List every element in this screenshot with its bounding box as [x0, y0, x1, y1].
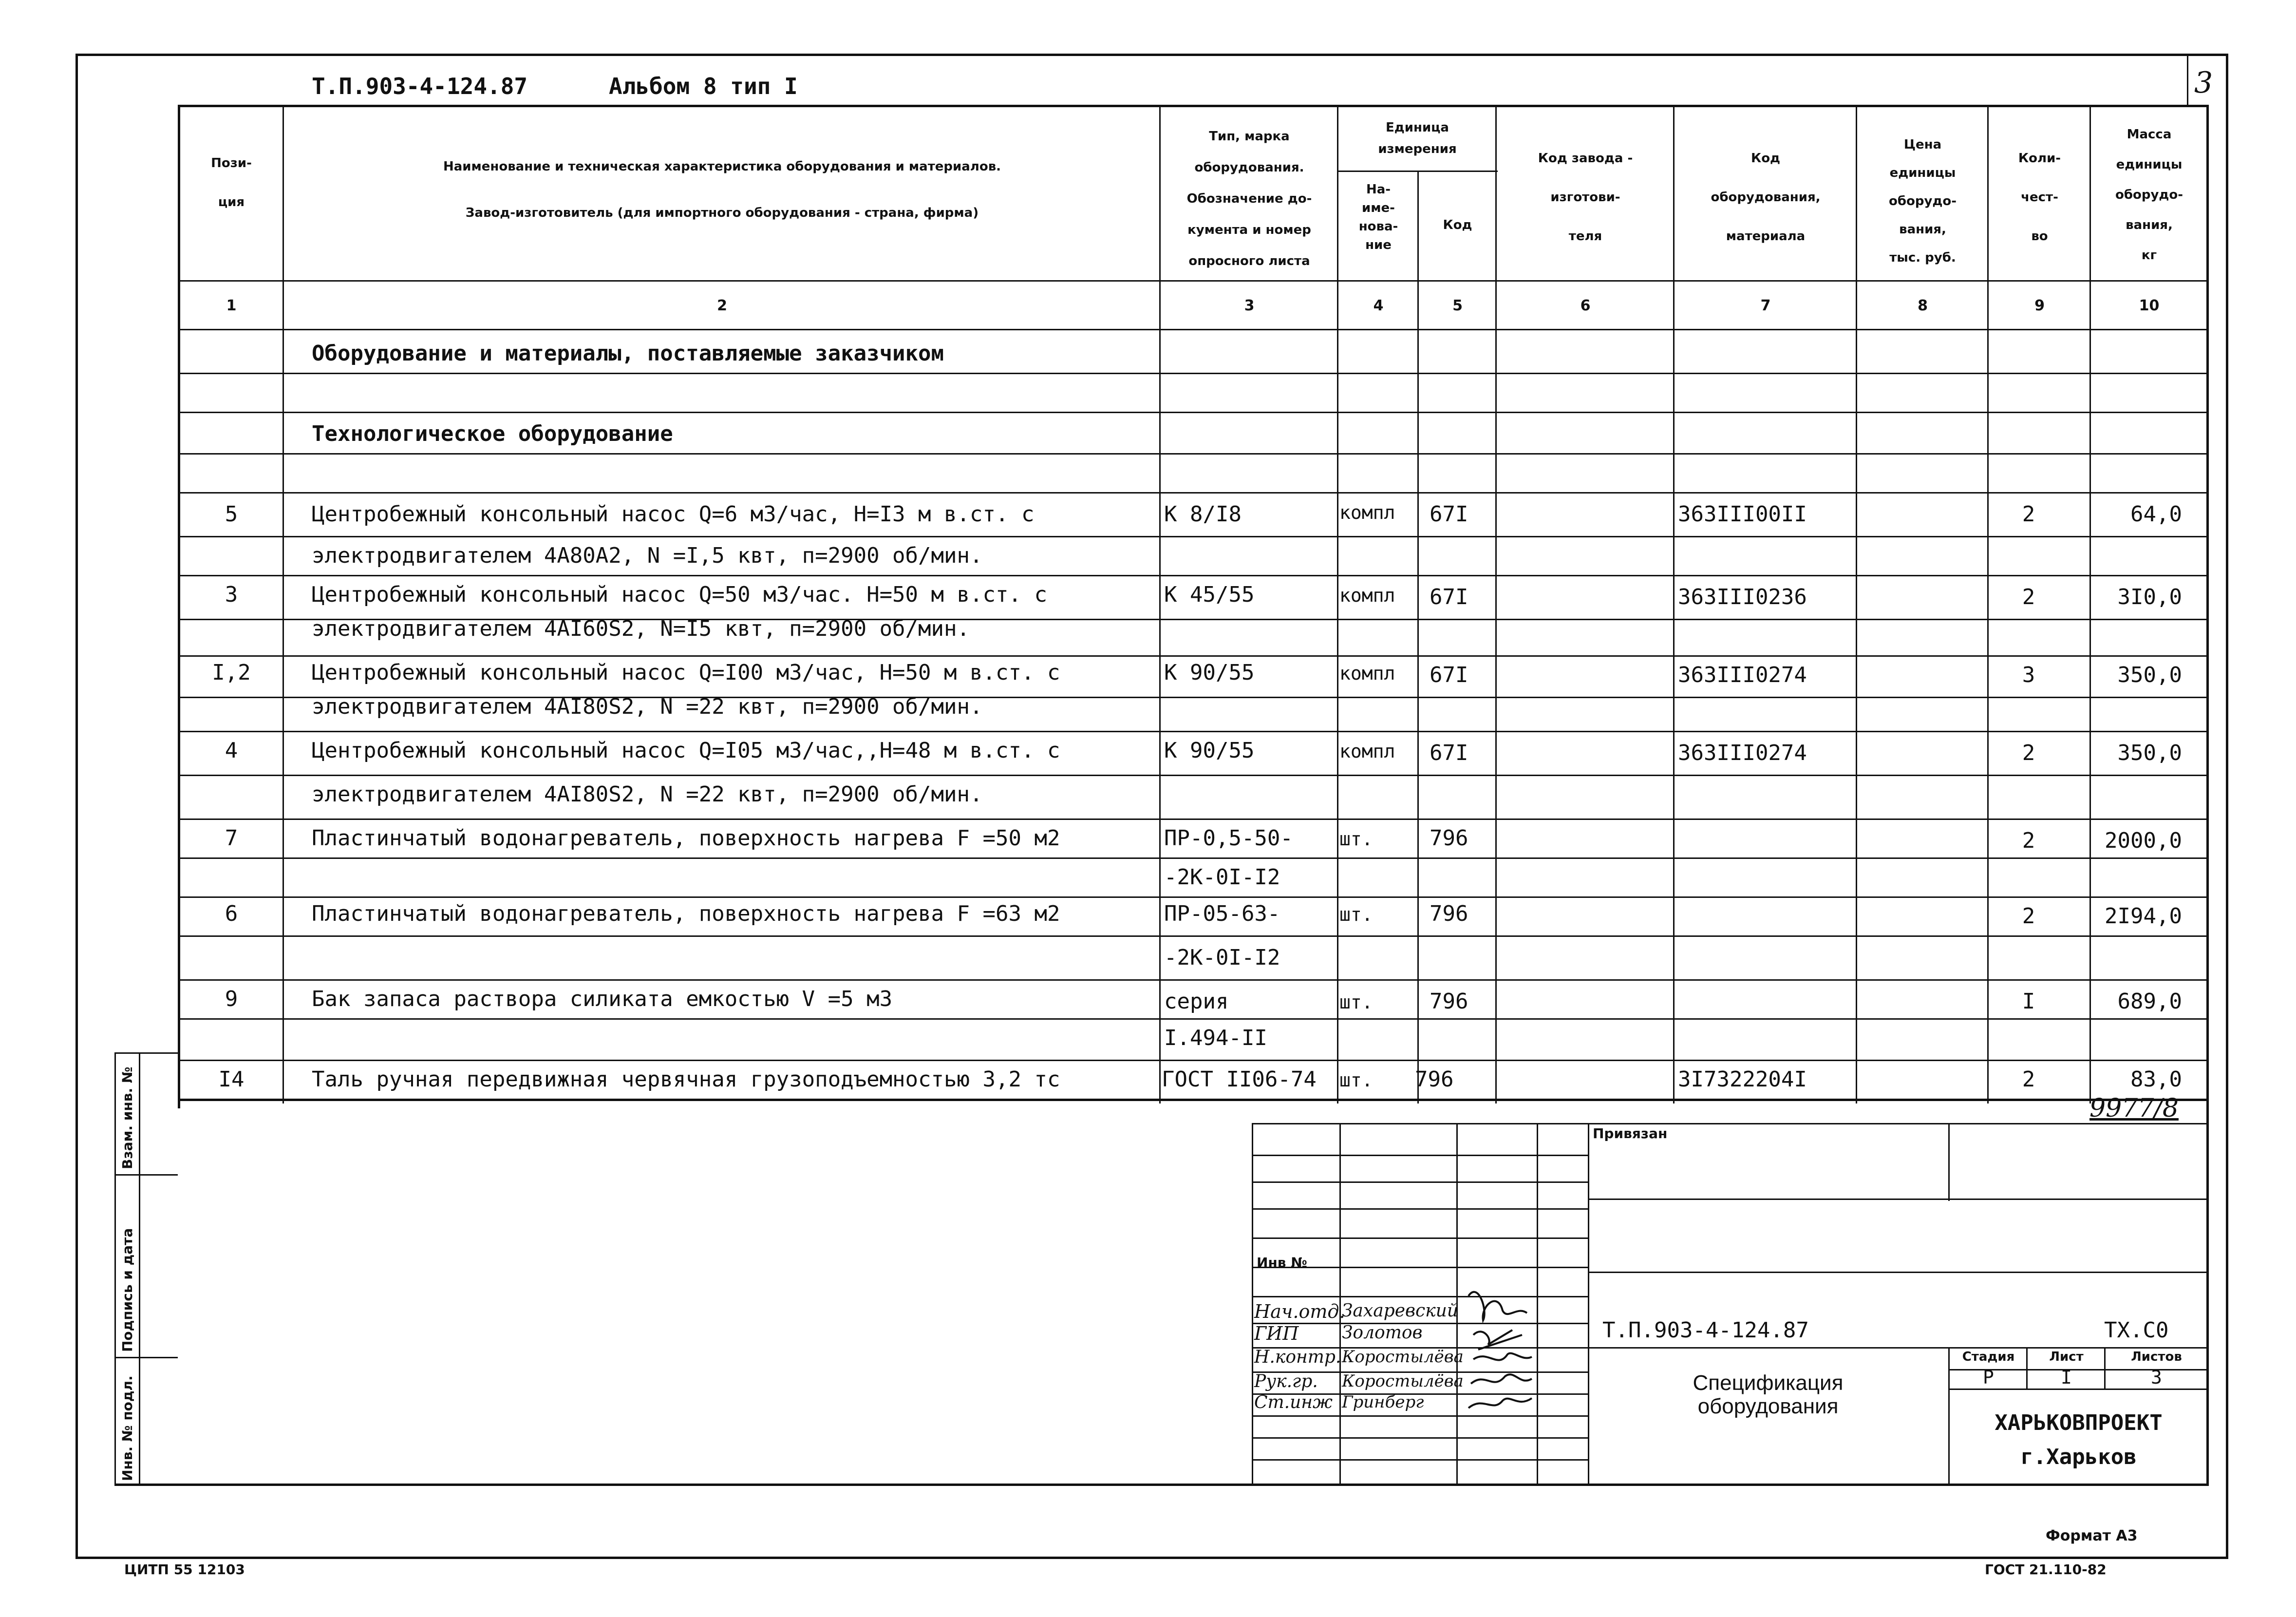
tb-stage-left — [1948, 1347, 1950, 1484]
row-equip-code: 363III0274 — [1678, 663, 1807, 687]
row-line — [178, 575, 2209, 576]
row-mass: 83,0 — [2130, 1067, 2182, 1092]
row-line — [178, 453, 2209, 455]
signatures — [1459, 1276, 1537, 1418]
row-qty: 2 — [2022, 502, 2035, 527]
col-header-price: Цена единицы оборудо- вания, тыс. руб. — [1888, 137, 1957, 265]
row-line — [178, 655, 2209, 657]
row-name: Пластинчатый водонагреватель, поверхность нагрева F =63 м2 — [312, 901, 1060, 926]
col-line-6 — [1673, 105, 1675, 1103]
row-line — [178, 731, 2209, 732]
col-header-name-1: Наименование и техническая характеристика оборудования и материалов. — [443, 159, 1001, 174]
album-label: Альбом 8 тип I — [609, 73, 798, 99]
row-name: Бак запаса раствора силиката емкостью V =5 м3 — [312, 987, 893, 1011]
col-number: 4 — [1373, 297, 1384, 314]
tb-doc-code: Т.П.903-4-124.87 — [1602, 1318, 1809, 1343]
tb-sheet-label: Лист — [2049, 1350, 2084, 1364]
tb-sheets-label: Листов — [2131, 1350, 2182, 1364]
row-mass: 2000,0 — [2105, 828, 2182, 853]
tb-row — [1252, 1181, 1588, 1183]
row-line — [178, 857, 2209, 859]
frame-top — [75, 54, 2228, 56]
tb-row — [1252, 1437, 1588, 1439]
col-line-4 — [1417, 171, 1419, 1103]
frame-left — [75, 54, 78, 1559]
row-type: К 8/I8 — [1164, 502, 1242, 527]
side-inv-original: Инв. № подл. — [119, 1375, 135, 1481]
row-name: Центробежный консольный насос Q=I00 м3/час, Н=50 м в.ст. с — [312, 660, 1060, 685]
tb-row — [1252, 1415, 1588, 1417]
tb-role: Н.контр. — [1254, 1347, 1341, 1367]
col-number: 7 — [1760, 297, 1771, 314]
row-equip-code: 363III0274 — [1678, 741, 1807, 765]
row-name-cont: электродвигателем 4АI60S2, N=I5 квт, п=2900 об/мин. — [312, 616, 970, 641]
row-mass: 350,0 — [2117, 663, 2182, 687]
col-line-2 — [1159, 105, 1161, 1103]
side-stamp-line — [114, 1357, 178, 1358]
tb-stage-label: Стадия — [1962, 1350, 2015, 1364]
tb-org: ХАРЬКОВПРОЕКТ — [1995, 1410, 2163, 1435]
row-line — [178, 979, 2209, 981]
col-line-1 — [282, 105, 284, 1103]
row-position: 9 — [225, 987, 238, 1011]
tb-col — [1588, 1123, 1589, 1484]
tb-row — [1252, 1459, 1588, 1461]
table-bottom — [178, 1099, 2209, 1101]
col-line-7 — [1856, 105, 1857, 1103]
tb-name: Захаревский — [1342, 1301, 1458, 1321]
tb-inv-no-label: Инв № — [1257, 1255, 1307, 1271]
row-position: 6 — [225, 901, 238, 926]
col-line-5 — [1495, 105, 1497, 1103]
row-unit: компл — [1339, 585, 1395, 606]
inner-bottom — [114, 1484, 2209, 1486]
row-qty: I — [2022, 989, 2035, 1014]
tb-row — [1252, 1237, 1588, 1239]
row-position: 4 — [225, 738, 238, 763]
row-name-cont: электродвигателем 4АI80S2, N =22 квт, п=2900 об/мин. — [312, 694, 983, 719]
row-unit-code: 796 — [1430, 901, 1468, 926]
col-header-position: Пози- ция — [211, 156, 252, 209]
col-header-unit-code: Код — [1443, 218, 1472, 232]
row-unit-code: 796 — [1415, 1067, 1454, 1092]
row-unit: компл — [1339, 663, 1395, 684]
tb-stage-col — [2104, 1347, 2106, 1389]
numbers-bottom — [178, 329, 2209, 330]
col-header-plant-code: Код завода - изготови- теля — [1538, 151, 1633, 244]
tb-stage-col — [2026, 1347, 2028, 1389]
col-header-type: Тип, марка оборудования. Обозначение до- кумента и номер опросного листа — [1186, 129, 1312, 268]
tb-row — [1252, 1296, 1588, 1297]
tb-city: г.Харьков — [2020, 1445, 2137, 1469]
row-unit: компл — [1339, 502, 1395, 523]
section-customer-supplied: Оборудование и материалы, поставляемые заказчиком — [312, 341, 944, 366]
tb-attached-label: Привязан — [1593, 1125, 1668, 1141]
col-header-unit: Единица измерения — [1378, 120, 1457, 156]
col-header-qty: Коли- чест- во — [2018, 151, 2061, 244]
row-qty: 2 — [2022, 585, 2035, 609]
inner-right — [2206, 105, 2209, 1486]
side-sign-date: Подпись и дата — [119, 1228, 135, 1352]
tb-top — [1252, 1123, 2209, 1124]
frame-bottom — [75, 1557, 2228, 1559]
tb-stage-bottom — [1948, 1389, 2209, 1390]
row-unit-code: 796 — [1430, 989, 1468, 1014]
row-type: серия — [1164, 989, 1229, 1014]
row-equip-code: 363III0236 — [1678, 585, 1807, 609]
row-equip-code: 363III00II — [1678, 502, 1807, 527]
tb-left — [1252, 1123, 1253, 1484]
row-line — [178, 1018, 2209, 1020]
row-qty: 2 — [2022, 1067, 2035, 1092]
tb-sheet: I — [2061, 1367, 2072, 1388]
row-type: ПР-0,5-50- — [1164, 826, 1293, 851]
handwritten-total: 9977/8 — [2089, 1094, 2179, 1123]
side-stamp-line — [114, 1052, 178, 1054]
tb-title: Спецификация оборудования — [1693, 1371, 1844, 1418]
row-line — [178, 896, 2209, 898]
row-unit-code: 67I — [1430, 741, 1468, 765]
row-unit: шт. — [1339, 1069, 1373, 1091]
row-name: Пластинчатый водонагреватель, поверхность нагрева F =50 м2 — [312, 826, 1060, 851]
row-line — [178, 1060, 2209, 1061]
side-stamp-line — [139, 1052, 140, 1486]
corner-box-line — [2187, 54, 2188, 107]
side-inv-replacement: Взам. инв. № — [119, 1066, 135, 1169]
row-unit-code: 67I — [1430, 663, 1468, 687]
row-line — [178, 373, 2209, 374]
row-position: I,2 — [212, 660, 251, 685]
col-number: 1 — [226, 297, 237, 314]
tb-attached-bottom — [1588, 1198, 2209, 1200]
tb-name: Золотов — [1342, 1323, 1423, 1343]
header-bottom — [178, 280, 2209, 282]
row-qty: 2 — [2022, 741, 2035, 765]
row-unit: шт. — [1339, 991, 1373, 1013]
tb-title-top — [1588, 1347, 2209, 1349]
tb-name: Коростылёва — [1342, 1347, 1464, 1367]
col-number: 9 — [2034, 297, 2045, 314]
row-line — [178, 492, 2209, 494]
row-mass: 2I94,0 — [2105, 904, 2182, 929]
footer-format: Формат А3 — [2046, 1527, 2138, 1544]
row-mass: 3I0,0 — [2117, 585, 2182, 609]
tb-stage: Р — [1983, 1367, 1994, 1388]
row-position: 7 — [225, 826, 238, 851]
row-qty: 3 — [2022, 663, 2035, 687]
row-mass: 689,0 — [2117, 989, 2182, 1014]
row-type: К 45/55 — [1164, 582, 1255, 607]
row-unit-code: 67I — [1430, 502, 1468, 527]
footer-left: ЦИТП 55 12103 — [124, 1561, 245, 1578]
col-header-name-2: Завод-изготовитель (для импортного оборудования - страна, фирма) — [465, 206, 979, 220]
row-type-cont: -2К-0I-I2 — [1164, 945, 1280, 970]
side-stamp-line — [114, 1174, 178, 1176]
tb-row — [1252, 1155, 1588, 1156]
row-line — [178, 412, 2209, 413]
tb-attached-split — [1948, 1123, 1950, 1201]
tb-col — [1537, 1123, 1538, 1484]
row-name: Центробежный консольный насос Q=6 м3/час, Н=I3 м в.ст. с — [312, 502, 1035, 527]
row-name-cont: электродвигателем 4АI80S2, N =22 квт, п=2900 об/мин. — [312, 782, 983, 807]
col-header-unit-name: На- име- нова- ние — [1358, 182, 1398, 252]
col-header-mass: Масса единицы оборудо- вания, кг — [2115, 127, 2183, 263]
row-mass: 350,0 — [2117, 741, 2182, 765]
row-name: Центробежный консольный насос Q=50 м3/час. Н=50 м в.ст. с — [312, 582, 1047, 607]
col-line-3 — [1337, 105, 1338, 1103]
row-unit: шт. — [1339, 904, 1373, 925]
row-line — [178, 935, 2209, 937]
tb-name: Коростылёва — [1342, 1371, 1464, 1391]
col-line-9 — [2089, 105, 2091, 1103]
col-number: 3 — [1244, 297, 1255, 314]
row-type: ГОСТ II06-74 — [1162, 1067, 1317, 1092]
col-number: 8 — [1918, 297, 1928, 314]
row-unit: шт. — [1339, 828, 1373, 850]
row-equip-code: 3I7322204I — [1678, 1067, 1807, 1092]
col-line-8 — [1987, 105, 1989, 1103]
row-type-cont: I.494-II — [1164, 1026, 1267, 1050]
tb-name: Гринберг — [1342, 1392, 1424, 1412]
row-unit: компл — [1339, 741, 1395, 762]
row-unit-code: 67I — [1430, 585, 1468, 609]
row-type: К 90/55 — [1164, 738, 1255, 763]
side-stamp-line — [114, 1052, 116, 1486]
row-line — [178, 775, 2209, 776]
col-number: 2 — [717, 297, 727, 314]
row-name: Центробежный консольный насос Q=I05 м3/час,,Н=48 м в.ст. с — [312, 738, 1060, 763]
row-name: Таль ручная передвижная червячная грузоподъемностью 3,2 тс — [312, 1067, 1060, 1092]
col-number: 6 — [1580, 297, 1591, 314]
col-number: 10 — [2139, 297, 2160, 314]
row-type-cont: -2К-0I-I2 — [1164, 865, 1280, 890]
tb-role: Рук.гр. — [1254, 1371, 1318, 1391]
row-type: ПР-05-63- — [1164, 901, 1280, 926]
tb-sheets: 3 — [2151, 1367, 2162, 1388]
row-position: 3 — [225, 582, 238, 607]
row-position: 5 — [225, 502, 238, 527]
tb-row — [1252, 1208, 1588, 1210]
doc-code-header: Т.П.903-4-124.87 — [312, 73, 528, 99]
tb-role: Нач.отд. — [1254, 1301, 1345, 1322]
row-qty: 2 — [2022, 904, 2035, 929]
tb-mark: ТХ.С0 — [2104, 1318, 2169, 1343]
table-top — [178, 105, 2209, 107]
row-line — [178, 818, 2209, 820]
col-number: 5 — [1452, 297, 1463, 314]
section-tech-equipment: Технологическое оборудование — [312, 421, 673, 446]
tb-role: Ст.инж — [1254, 1392, 1333, 1412]
row-position: I4 — [218, 1067, 245, 1092]
row-name-cont: электродвигателем 4А80А2, N =I,5 квт, п=2900 об/мин. — [312, 543, 983, 568]
page-corner-number: 3 — [2194, 66, 2213, 100]
row-mass: 64,0 — [2130, 502, 2182, 527]
row-line — [178, 536, 2209, 537]
frame-right — [2226, 54, 2228, 1559]
tb-code-top — [1588, 1272, 2209, 1273]
col-header-equip-code: Код оборудования, материала — [1711, 151, 1821, 244]
row-type: К 90/55 — [1164, 660, 1255, 685]
row-qty: 2 — [2022, 828, 2035, 853]
row-unit-code: 796 — [1430, 826, 1468, 851]
footer-standard: ГОСТ 21.110-82 — [1985, 1561, 2107, 1578]
tb-role: ГИП — [1254, 1323, 1299, 1344]
